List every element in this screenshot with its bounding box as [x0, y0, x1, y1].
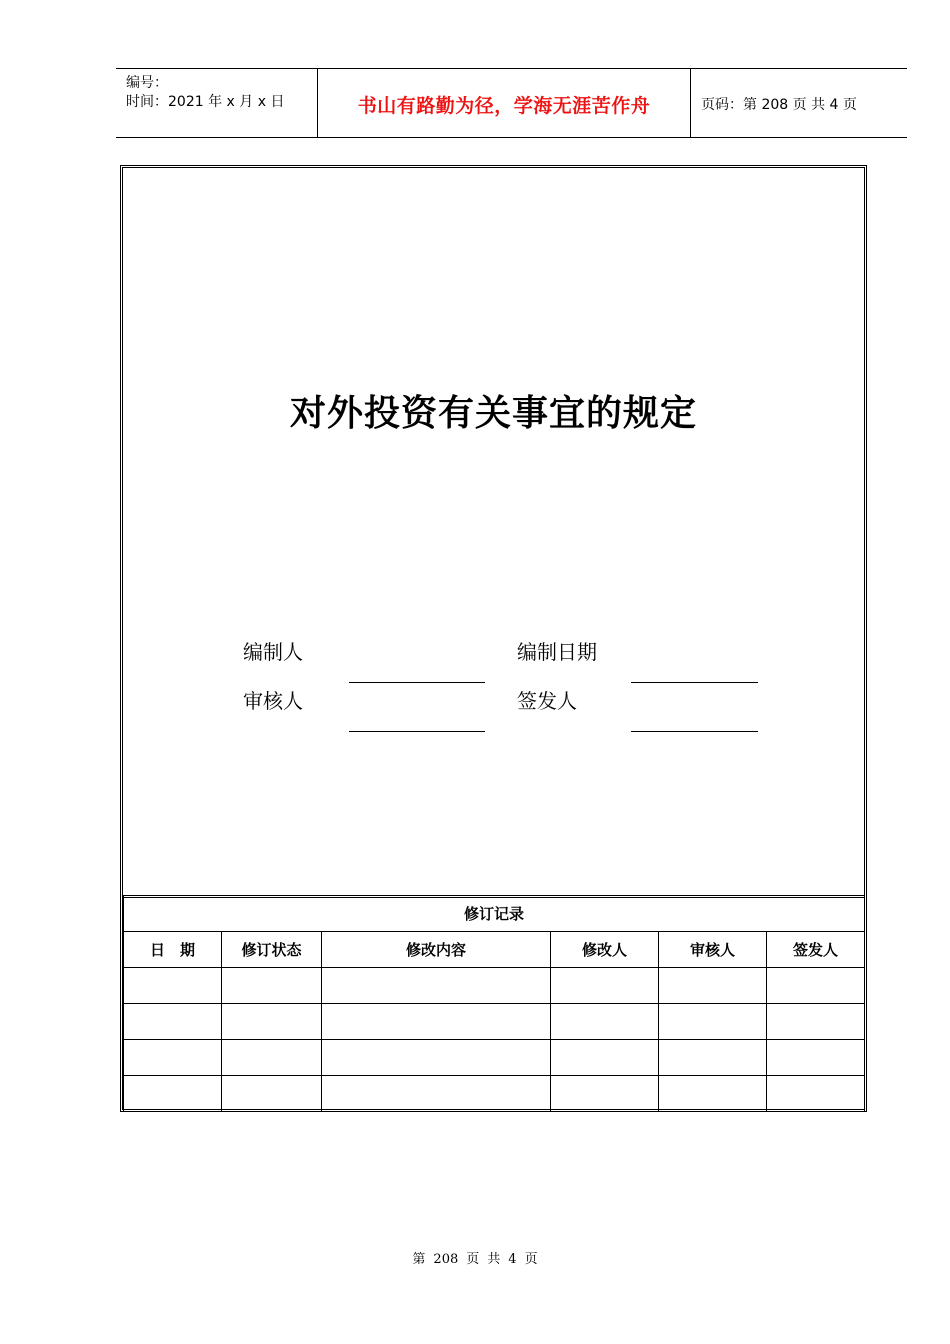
col-modifier: 修改人	[551, 932, 659, 968]
header-meta-cell	[116, 69, 318, 137]
table-cell[interactable]	[767, 1040, 865, 1076]
table-cell[interactable]	[222, 1040, 322, 1076]
col-issuer: 签发人	[767, 932, 865, 968]
footer-page-prefix: 第	[412, 1252, 426, 1267]
table-cell[interactable]	[124, 1004, 222, 1040]
table-cell[interactable]	[322, 1004, 551, 1040]
table-cell[interactable]	[551, 1004, 659, 1040]
table-cell[interactable]	[124, 1040, 222, 1076]
table-row	[124, 1076, 865, 1112]
editor-label: 编制人	[243, 640, 303, 664]
table-cell[interactable]	[659, 1004, 767, 1040]
table-cell[interactable]	[659, 968, 767, 1004]
table-cell[interactable]	[551, 1040, 659, 1076]
table-cell[interactable]	[551, 968, 659, 1004]
table-cell[interactable]	[767, 968, 865, 1004]
revision-table	[123, 896, 865, 1112]
page-footer	[0, 1248, 950, 1267]
reviewer-label: 审核人	[243, 689, 303, 713]
col-change-content: 修改内容	[322, 932, 551, 968]
edit-date-label: 编制日期	[517, 640, 597, 664]
issuer-underline[interactable]	[631, 731, 758, 732]
table-cell[interactable]	[222, 1076, 322, 1112]
col-revision-status: 修订状态	[222, 932, 322, 968]
table-cell[interactable]	[222, 1004, 322, 1040]
table-row	[124, 1040, 865, 1076]
table-cell[interactable]	[767, 1004, 865, 1040]
edit-date-underline[interactable]	[631, 682, 758, 683]
table-cell[interactable]	[322, 968, 551, 1004]
header-page-cell	[691, 69, 907, 137]
table-cell[interactable]	[551, 1076, 659, 1112]
time-label: 时间：2021 年 x 月 x 日	[126, 94, 285, 110]
issuer-label: 签发人	[517, 689, 577, 713]
reviewer-underline[interactable]	[349, 731, 485, 732]
table-cell[interactable]	[124, 968, 222, 1004]
document-title: 对外投资有关事宜的规定	[289, 393, 697, 434]
footer-page-number: 208	[433, 1252, 459, 1267]
revision-caption: 修订记录	[124, 896, 865, 932]
table-row	[124, 1004, 865, 1040]
header-motto: 书山有路勤为径，学海无涯苦作舟	[357, 95, 651, 117]
editor-underline[interactable]	[349, 682, 485, 683]
table-row	[124, 968, 865, 1004]
table-cell[interactable]	[767, 1076, 865, 1112]
table-cell[interactable]	[322, 1040, 551, 1076]
footer-total-pages: 4	[508, 1252, 517, 1267]
table-cell[interactable]	[659, 1076, 767, 1112]
footer-total-prefix: 共	[487, 1252, 501, 1267]
table-cell[interactable]	[222, 968, 322, 1004]
header-page-info: 页码：第 208 页 共 4 页	[701, 97, 857, 113]
footer-total-suffix: 页	[524, 1252, 538, 1267]
header-motto-cell	[318, 69, 691, 137]
footer-page-suffix: 页	[466, 1252, 480, 1267]
page-header	[116, 68, 907, 138]
col-date: 日 期	[124, 932, 222, 968]
table-cell[interactable]	[124, 1076, 222, 1112]
table-cell[interactable]	[659, 1040, 767, 1076]
table-cell[interactable]	[322, 1076, 551, 1112]
col-reviewer: 审核人	[659, 932, 767, 968]
number-label: 编号：	[126, 75, 168, 91]
